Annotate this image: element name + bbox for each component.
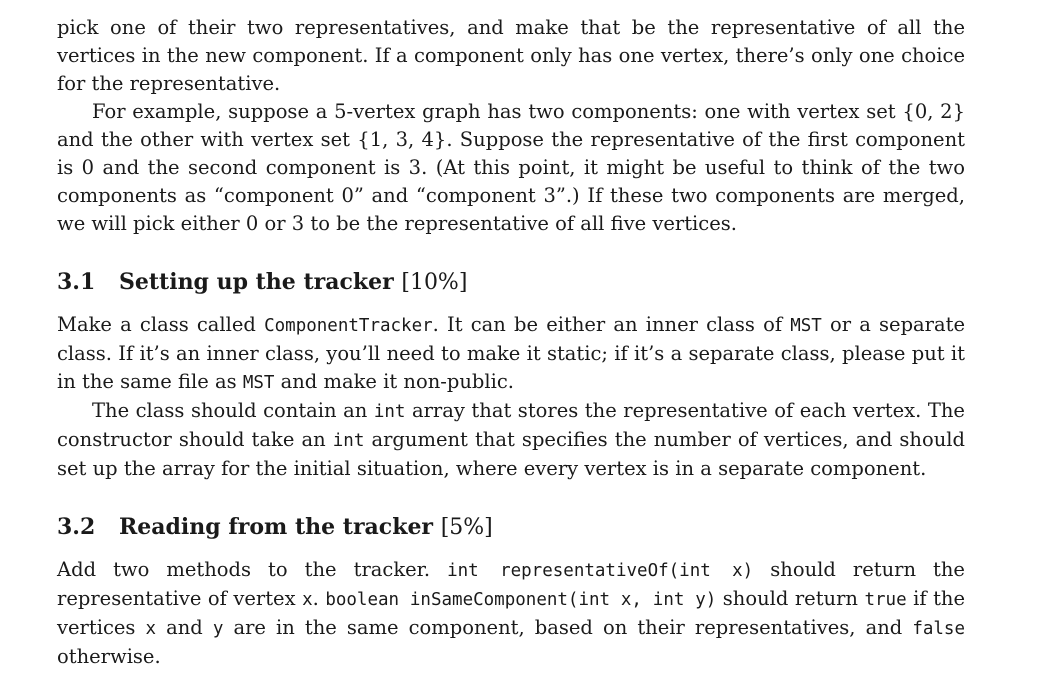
code-method-representativeof: int representativeOf(int x) — [447, 561, 754, 581]
section-title: Reading from the tracker — [119, 514, 441, 540]
section-3-1-heading — [57, 268, 965, 297]
code-mst: MST — [790, 316, 822, 336]
section-3-1-paragraph-2 — [57, 397, 965, 483]
section-number: 3.2 — [57, 514, 96, 540]
text-run: should return the representative of vertex — [57, 558, 965, 610]
text-run: are in the same component, based on their representatives, and — [223, 616, 913, 639]
code-classname: ComponentTracker — [264, 316, 433, 336]
code-int: int — [332, 431, 365, 451]
section-number: 3.1 — [57, 269, 96, 295]
text-run: Make a class called — [57, 313, 265, 336]
text-run: . It can be either an inner class of — [432, 313, 791, 336]
code-var-x: x — [145, 619, 157, 639]
code-int: int — [373, 402, 406, 422]
intro-paragraph-continuation: pick one of their two representatives, and make that be the representative of all the vertices in the new component. If a component only has one vertex, there’s only one choice for the representative. — [57, 16, 965, 95]
code-false: false — [912, 619, 965, 639]
code-method-insamecomponent: boolean inSameComponent(int x, int y) — [325, 590, 717, 610]
code-true: true — [864, 590, 907, 610]
text-run: and make it non-public. — [274, 370, 514, 393]
text-run: array that stores the representative of each vertex. The constructor should take an — [57, 399, 965, 451]
section-3-2-paragraph-1 — [57, 556, 965, 671]
section-weight: [10%] — [401, 270, 468, 295]
text-run: otherwise. — [57, 645, 161, 668]
text-run: The class should contain an — [92, 399, 374, 422]
section-3-1-paragraph-1 — [57, 311, 965, 397]
section-weight: [5%] — [440, 515, 493, 540]
code-var-x: x — [302, 590, 313, 610]
text-run: Add two methods to the tracker. — [57, 558, 448, 581]
text-run: argument that specifies the number of vertices, and should set up the array for the initial situation, where every vertex is in a separate component. — [57, 428, 965, 480]
code-var-y: y — [212, 619, 224, 639]
text-run: should return — [716, 587, 865, 610]
document-page — [57, 14, 965, 671]
text-run: . — [312, 587, 326, 610]
intro-example-paragraph: For example, suppose a 5-vertex graph has two components: one with vertex set {0, 2} and the other with vertex set {1, 3, 4}. Suppose the representative of the first component is 0 and the second component is 3. (At this point, it might be useful to think of the two components as “component 0” and “component 3”.) If these two components are merged, we will pick either 0 or 3 to be the representative of all five vertices. — [57, 100, 965, 235]
code-mst: MST — [242, 373, 275, 393]
section-title: Setting up the tracker — [119, 269, 402, 295]
text-run: or a separate class. If it’s an inner class, you’ll need to make it static; if it’s a separate class, please put it in the same file as — [57, 313, 966, 393]
text-run: if the vertices — [57, 587, 965, 639]
text-run: and — [156, 616, 213, 639]
section-3-2-heading — [57, 513, 965, 542]
